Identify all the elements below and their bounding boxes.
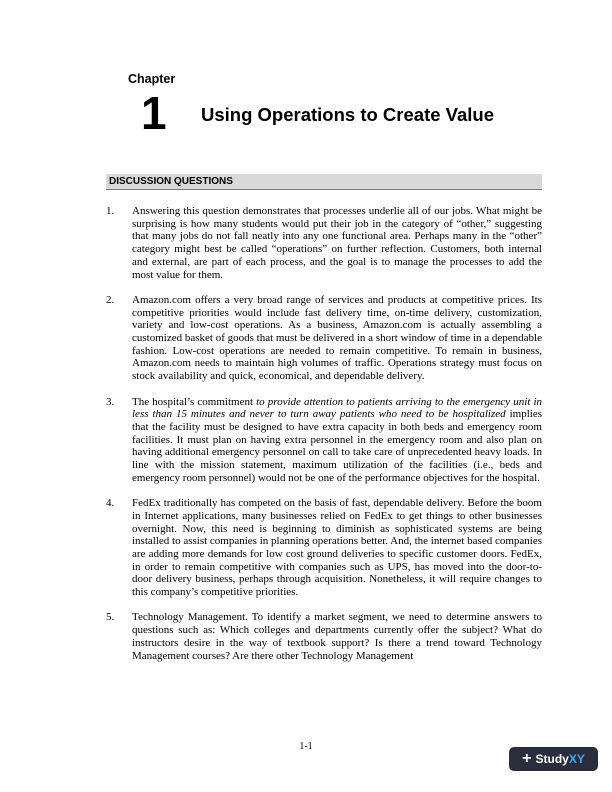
chapter-number: 1 xyxy=(141,87,167,139)
question-item xyxy=(106,396,542,485)
question-text: Amazon.com offers a very broad range of services and products at competitive prices. Its competitive priorities would include fast delivery time, on-time delivery, customization, variety and low-cost operations. As a business, Amazon.com is actually assembling a customized basket of goods that must be delivered in a short window of time in a dependable fashion. Low-cost operations are needed to remain competitive. To remain in business, Amazon.com needs to maintain high volumes of traffic. Operations strategy must focus on stock availability and quick, economical, and dependable delivery. xyxy=(132,293,542,383)
question-number: 2. xyxy=(106,293,115,306)
question-number: 1. xyxy=(106,205,115,217)
studyxy-watermark-badge[interactable] xyxy=(509,747,598,771)
question-text-lead: The hospital’s commitment xyxy=(132,395,257,408)
question-number: 4. xyxy=(106,497,115,510)
mission-statement-quote: to provide attention to patients arriving to the emergency unit in less than 15 minutes and never to turn away patients who need to be hospitalized xyxy=(132,395,542,421)
question-item xyxy=(106,294,542,383)
plus-icon: + xyxy=(522,750,532,767)
discussion-questions-list xyxy=(106,205,542,675)
question-text: Technology Management. To identify a market segment, we need to determine answers to questions such as: Which colleges and departments currently offer the subject? What do instructors desire in the way of textbook support? Is there a trend toward Technology Management courses? Are there other Technology Management xyxy=(132,611,542,662)
chapter-label: Chapter xyxy=(128,72,176,86)
page-number: 1-1 xyxy=(299,741,313,752)
question-text-rest: implies that the facility must be designed to have extra capacity in both beds and emergency room facilities. It must plan on having extra personnel in the emergency room and also plan on having additional emergency personnel on call to take care of unprecedented heavy loads. In line with the mission statement, maximum utilization of the facilities (i.e., beds and emergency room personnel) would not be one of the performance objectives for the hospital. xyxy=(132,408,542,484)
question-text: Answering this question demonstrates that processes underlie all of our jobs. What might be surprising is how many students would put their job in the category of “other,” suggesting that many jobs do not fall neatly into any one functional area. Perhaps many in the “other” category might best be called “operations” on further reflection. Customers, both internal and external, are part of each process, and the goal is to manage the processes to add the most value for them. xyxy=(132,205,542,281)
question-text xyxy=(132,396,542,485)
section-header: DISCUSSION QUESTIONS xyxy=(106,174,542,190)
question-text: FedEx traditionally has competed on the basis of fast, dependable delivery. Before the boom in Internet applications, many businesses relied on FedEx to get things to other businesses overnight. Now, this need is beginning to diminish as sophisticated systems are being installed to assist companies in planning operations better. And, the internet based companies are adding more demands for low cost ground deliveries to specific customer doors. FedEx, in order to remain competitive with companies such as UPS, has moved into the door-to-door delivery business, perhaps through acquisition. Nonetheless, it will require changes to this company’s competitive priorities. xyxy=(132,497,542,599)
question-item xyxy=(106,611,542,662)
brand-text: Study xyxy=(535,752,569,766)
chapter-title: Using Operations to Create Value xyxy=(201,104,494,125)
question-number: 5. xyxy=(106,611,115,624)
question-number: 3. xyxy=(106,395,115,408)
question-item xyxy=(106,205,542,281)
question-item xyxy=(106,497,542,599)
brand-accent-text: XY xyxy=(568,752,585,766)
